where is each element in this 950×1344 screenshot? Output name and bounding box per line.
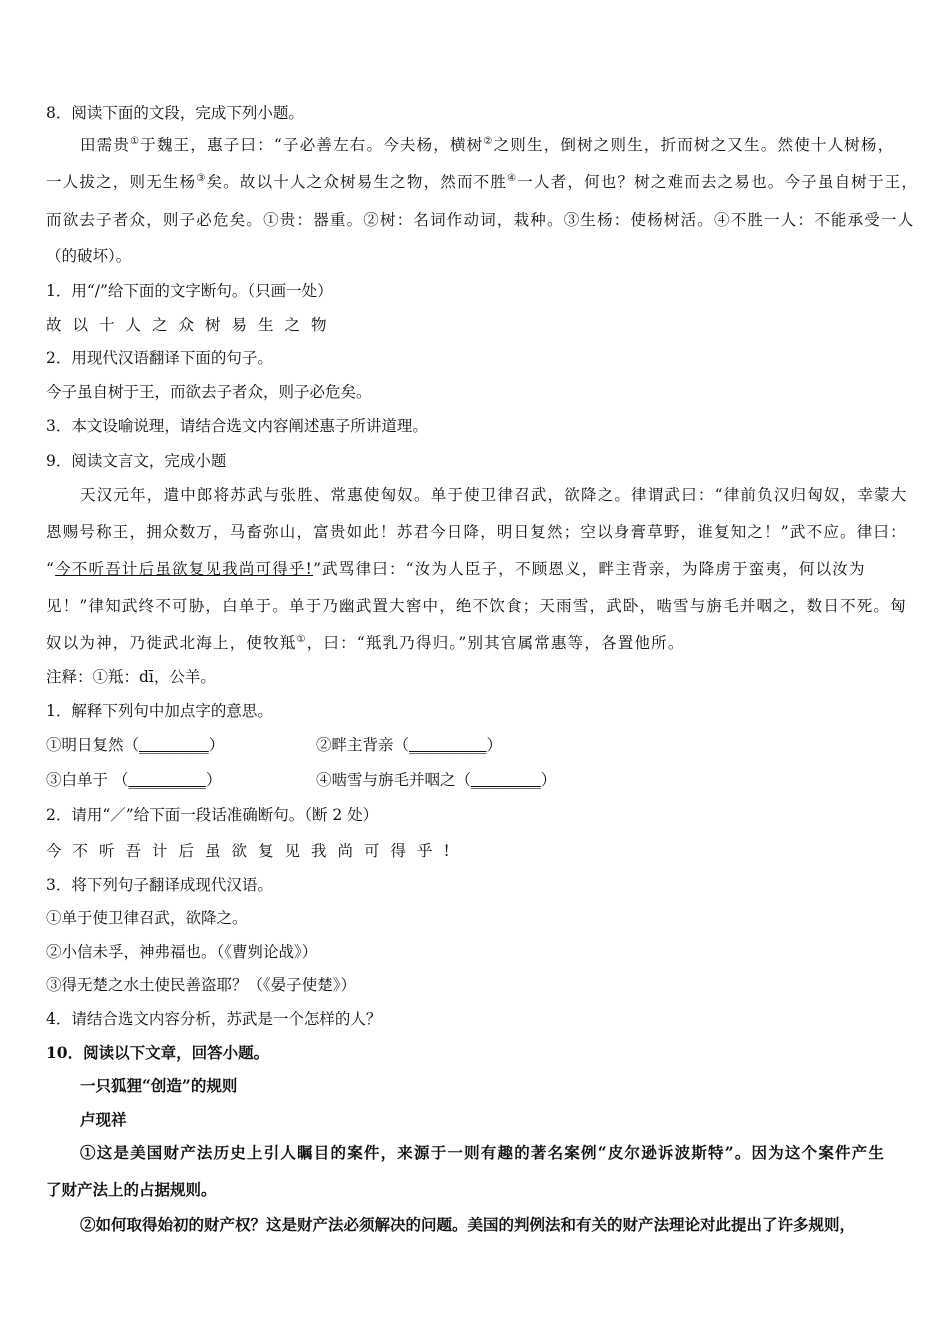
q9-passage-line-1: 天汉元年，遣中郎将苏武与张胜、常惠使匈奴。单于使卫律召武，欲降之。律谓武曰：“律前负汉归匈奴，幸蒙大 <box>80 486 908 504</box>
q9-item-4: ④啮雪与旃毛并咽之（_________） <box>316 771 557 789</box>
q8-sub-2: 2．用现代汉语翻译下面的句子。 <box>46 349 273 367</box>
q9-sub-2: 2．请用“／”给下面一段话准确断句。（断 2 处） <box>46 806 379 824</box>
q9-passage-line-4: 见！”律知武终不可胁，白单于。单于乃幽武置大窖中，绝不饮食；天雨雪，武卧，啮雪与旃毛并咽之，数日不死。匈 <box>46 597 907 615</box>
article-author: 卢现祥 <box>80 1110 127 1129</box>
q8-sub-2-text: 今子虽自树于王，而欲去子者众，则子必危矣。 <box>46 383 372 401</box>
q8-sub-1-text: 故以十人之众树易生之物 <box>46 316 338 334</box>
q9-passage-line-5: 奴以为神，乃徙武北海上，使牧羝①，曰：“羝乳乃得归。”别其官属常惠等，各置他所。 <box>46 633 685 652</box>
q9-sub-3: 3．将下列句子翻译成现代汉语。 <box>46 876 273 894</box>
q9-sub-2-text: 今不听吾计后虽欲复见我尚可得乎! <box>46 842 461 860</box>
q9-sub-4: 4．请结合选文内容分析，苏武是一个怎样的人？ <box>46 1010 382 1028</box>
article-title: 一只狐狸“创造”的规则 <box>80 1076 238 1095</box>
q8-sub-3: 3．本文设喻说理，请结合选文内容阐述惠子所讲道理。 <box>46 417 428 435</box>
q8-passage-line-4: （的破坏）。 <box>46 247 132 265</box>
q9-passage-line-2: 恩赐号称王，拥众数万，马畜弥山，富贵如此！苏君今日降，明日复然；空以身膏草野，谁复知之！”武不应。律曰： <box>46 523 907 541</box>
q8-passage-line-1: 田需贵①于魏王，惠子曰：“子必善左右。今夫杨，横树②之则生，倒树之则生，折而树之又生。然使十人树杨， <box>80 135 895 154</box>
q8-passage-line-3: 而欲去子者众，则子必危矣。①贵：器重。②树：名词作动词，栽种。③生杨：使杨树活。④不胜一人：不能承受一人 <box>46 211 915 229</box>
q8-passage-line-2: 一人拔之，则无生杨③矣。故以十人之众树易生之物，然而不胜④一人者，何也？树之难而去之易也。今子虽自树于王， <box>46 172 919 191</box>
q8-heading: 8．阅读下面的文段，完成下列小题。 <box>46 104 304 122</box>
article-paragraph-1-cont: 了财产法上的占据规则。 <box>46 1180 217 1199</box>
q8-sub-1: 1．用“/”给下面的文字断句。（只画一处） <box>46 282 333 300</box>
underlined-sentence: 今不听吾计后虽欲复见我尚可得乎! <box>55 560 314 578</box>
q9-item-2: ②畔主背亲（__________） <box>316 736 503 754</box>
answer-blank-3[interactable]: __________ <box>128 771 206 789</box>
answer-blank-1[interactable]: _________ <box>139 736 209 754</box>
q9-item-3: ③白单于 （__________） <box>46 771 222 789</box>
q9-translate-2: ②小信未孚，神弗福也。（《曹刿论战》） <box>46 943 318 961</box>
q10-heading: 10．阅读以下文章，回答小题。 <box>46 1043 270 1062</box>
q9-note: 注释：①羝：dī，公羊。 <box>46 668 216 686</box>
q9-heading: 9．阅读文言文，完成小题 <box>46 452 227 470</box>
answer-blank-2[interactable]: __________ <box>409 736 487 754</box>
q9-translate-1: ①单于使卫律召武，欲降之。 <box>46 909 248 927</box>
q9-passage-line-3: “今不听吾计后虽欲复见我尚可得乎!”武骂律曰：“汝为人臣子，不顾恩义，畔主背亲，为降虏于蛮夷，何以汝为 <box>46 560 866 578</box>
q9-item-1: ①明日复然（_________） <box>46 736 225 754</box>
article-paragraph-1: ①这是美国财产法历史上引人瞩目的案件，来源于一则有趣的著名案例“皮尔逊诉波斯特”。因为这个案件产生 <box>80 1143 886 1162</box>
q9-translate-3: ③得无楚之水土使民善盗耶？（《晏子使楚》） <box>46 976 357 994</box>
q9-sub-1: 1．解释下列句中加点字的意思。 <box>46 702 273 720</box>
answer-blank-4[interactable]: _________ <box>471 771 541 789</box>
article-paragraph-2: ②如何取得始初的财产权？这是财产法必须解决的问题。美国的判例法和有关的财产法理论对此提出了许多规则， <box>80 1215 856 1234</box>
